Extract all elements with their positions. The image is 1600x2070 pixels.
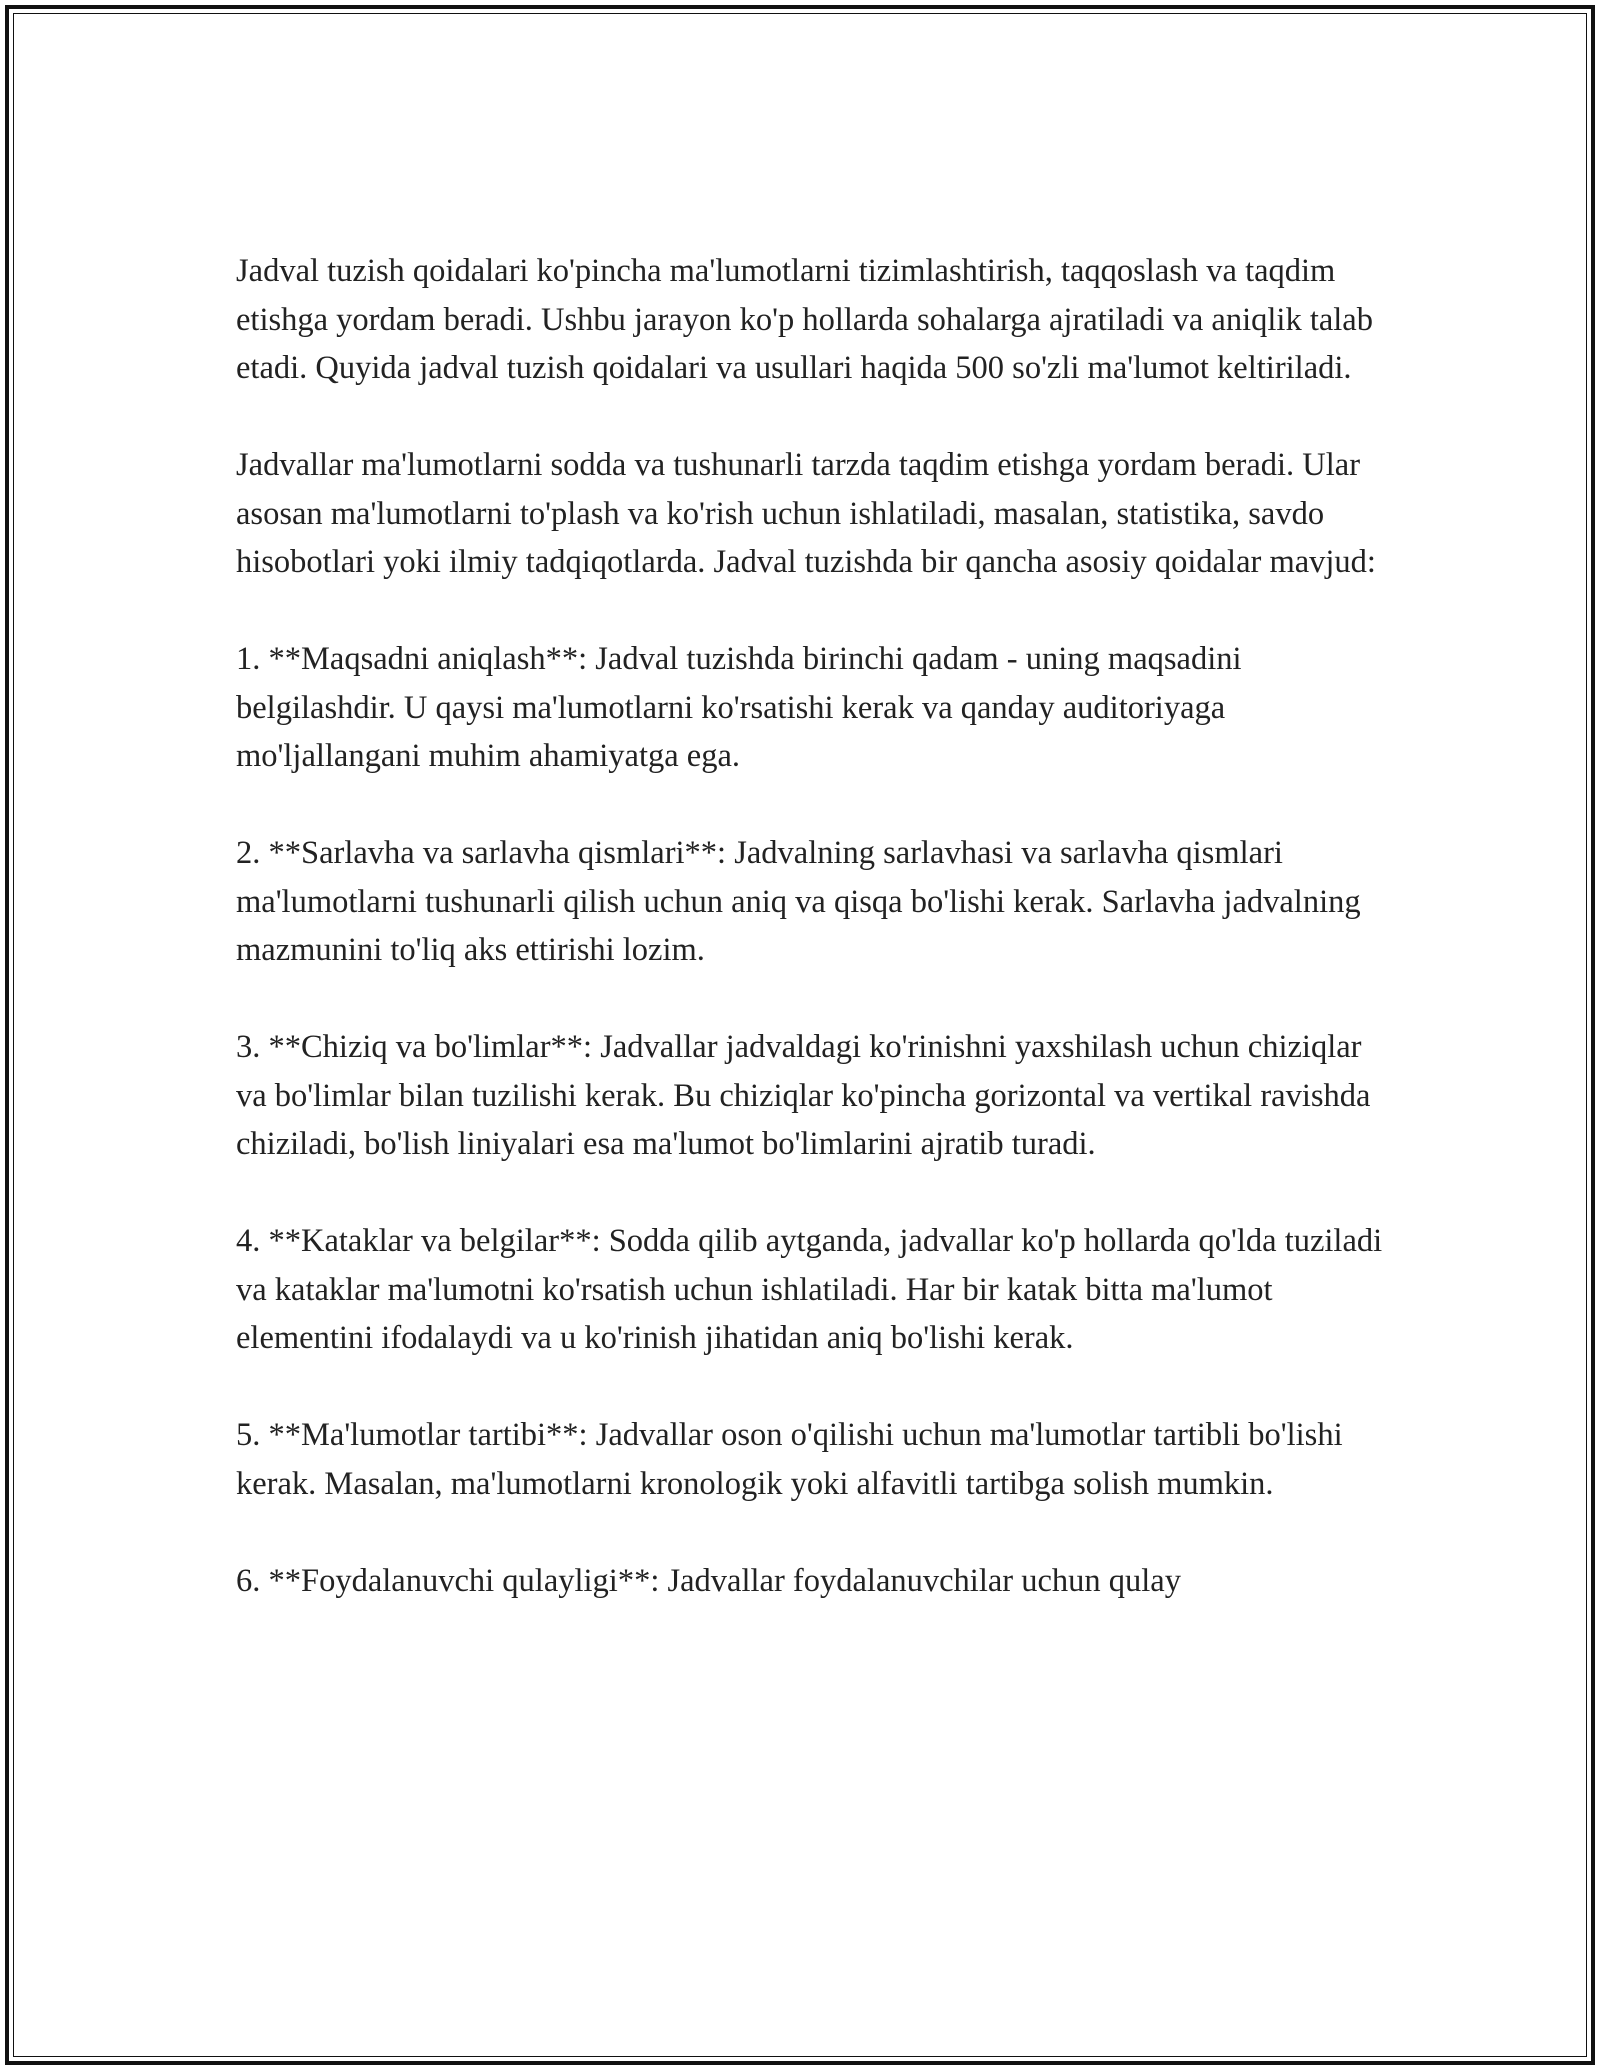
rule-4-paragraph: 4. **Kataklar va belgilar**: Sodda qilib aytganda, jadvallar ko'p hollarda qo'lda tuziladi va kataklar ma'lumotni ko'rsatish uchun ishlatiladi. Har bir katak bitta ma'lumot elementini ifodalaydi va u ko'rinish jihatidan aniq bo'lishi kerak. <box>236 1223 1383 1356</box>
intro-paragraph: Jadval tuzish qoidalari ko'pincha ma'lumotlarni tizimlashtirish, taqqoslash va taqdim etishga yordam beradi. Ushbu jarayon ko'p hollarda sohalarga ajratiladi va aniqlik talab etadi. Quyida jadval tuzish qoidalari va usullari haqida 500 so'zli ma'lumot keltiriladi. <box>236 253 1373 386</box>
rule-6-paragraph: 6. **Foydalanuvchi qulayligi**: Jadvallar foydalanuvchilar uchun qulay <box>236 1562 1181 1599</box>
document-body <box>236 247 1396 1605</box>
rule-3-paragraph: 3. **Chiziq va bo'limlar**: Jadvallar jadvaldagi ko'rinishni yaxshilash uchun chiziqlar va bo'limlar bilan tuzilishi kerak. Bu chiziqlar ko'pincha gorizontal va vertikal ravishda chiziladi, bo'lish liniyalari esa ma'lumot bo'limlarini ajratib turadi. <box>236 1029 1371 1162</box>
rule-2-paragraph: 2. **Sarlavha va sarlavha qismlari**: Jadvalning sarlavhasi va sarlavha qismlari ma'lumotlarni tushunarli qilish uchun aniq va qisqa bo'lishi kerak. Sarlavha jadvalning mazmunini to'liq aks ettirishi lozim. <box>236 835 1361 968</box>
overview-paragraph: Jadvallar ma'lumotlarni sodda va tushunarli tarzda taqdim etishga yordam beradi. Ular asosan ma'lumotlarni to'plash va ko'rish uchun ishlatiladi, masalan, statistika, savdo hisobotlari yoki ilmiy tadqiqotlarda. Jadval tuzishda bir qancha asosiy qoidalar mavjud: <box>236 447 1376 580</box>
rule-1-paragraph: 1. **Maqsadni aniqlash**: Jadval tuzishda birinchi qadam - uning maqsadini belgilashdir. U qaysi ma'lumotlarni ko'rsatishi kerak va qanday auditoriyaga mo'ljallangani muhim ahamiyatga ega. <box>236 641 1242 774</box>
rule-5-paragraph: 5. **Ma'lumotlar tartibi**: Jadvallar oson o'qilishi uchun ma'lumotlar tartibli bo'lishi kerak. Masalan, ma'lumotlarni kronologik yoki alfavitli tartibga solish mumkin. <box>236 1417 1343 1502</box>
